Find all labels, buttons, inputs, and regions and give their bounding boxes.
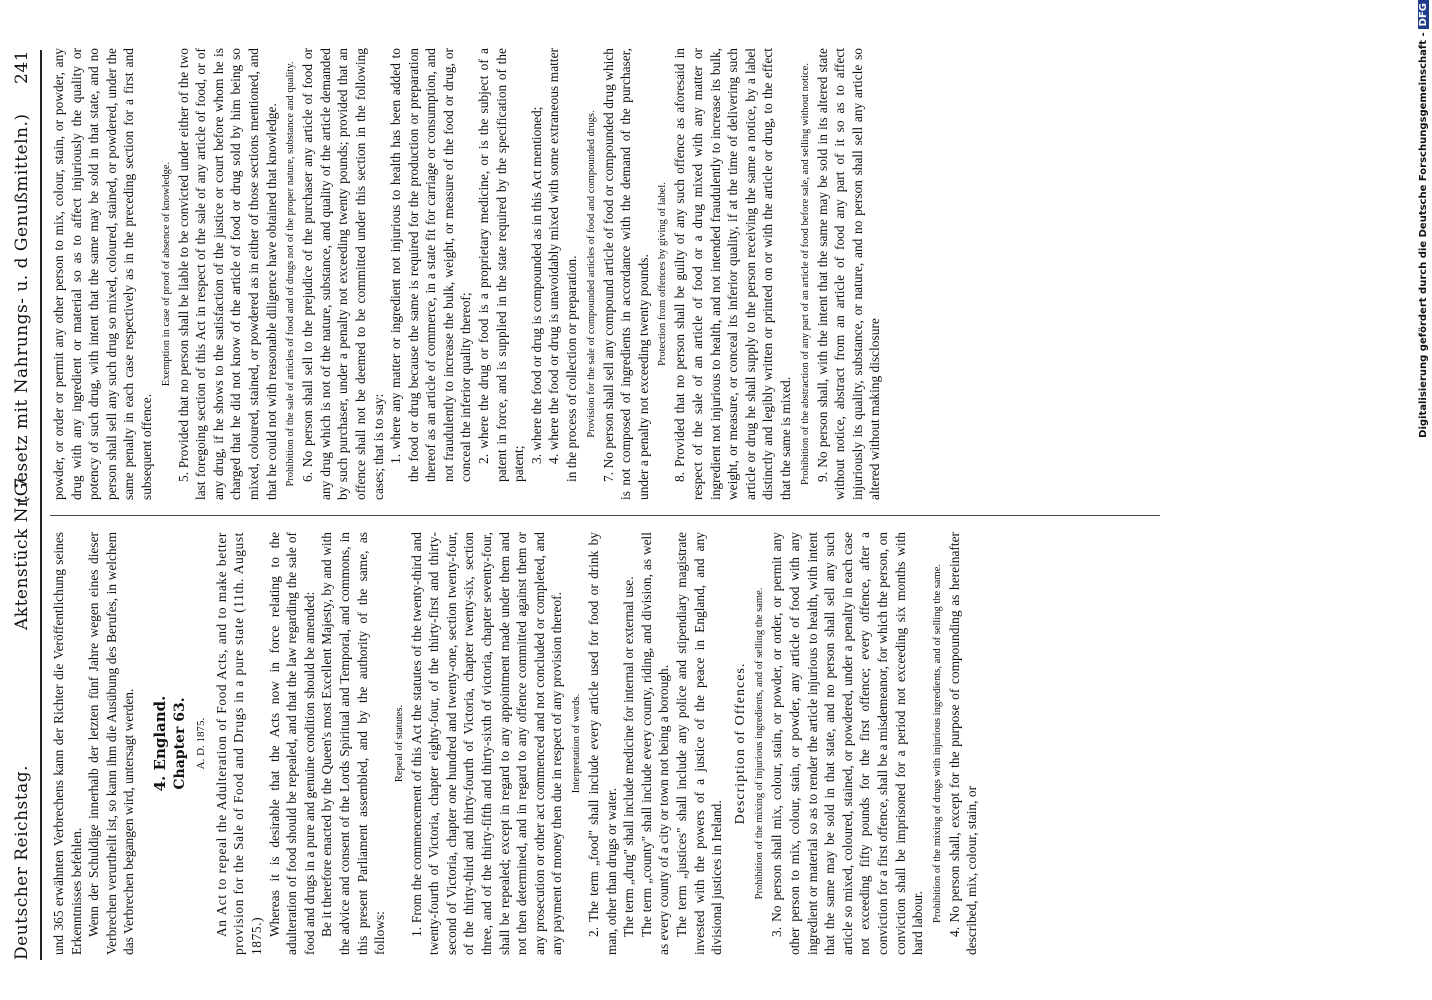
dfg-logo-icon: DFG bbox=[1418, 0, 1429, 29]
margin-note: Interpretation of words. bbox=[571, 693, 583, 794]
margin-note: Provision for the sale of compounded articles of food and compounded drugs. bbox=[585, 110, 597, 438]
header-center: Aktenstück Nr. 7. bbox=[12, 471, 32, 630]
left-column bbox=[50, 532, 1170, 955]
header-left: Deutscher Reichstag. bbox=[12, 765, 32, 960]
margin-note: Prohibition of the sale of articles of food and of drugs not of the proper nature, substance and quality. bbox=[285, 61, 297, 487]
act-date: A. D. 1875. bbox=[195, 717, 208, 770]
section-4-continuation: powder, or order or permit any other person to mix, colour, stain, or powder, any drug with any ingredient or material so as to affect injuriously the quality or potency of such drug, with intent that the same may be sold in that state, and no person shall sell any such drug so mixed, coloured, stained, or powdered, under the same penalty in each case respectively as in the preceding section for a first and subsequent offence. bbox=[51, 48, 154, 500]
preamble-paragraph: Be it therefore enacted by the Queen's most Excellent Majesty, by and with the advice and consent of the Lords Spiritual and Temporal, and commons, in this present Parliament assembled, and by the authority of the same, as follows: bbox=[319, 532, 388, 955]
chapter-heading: Chapter 63. bbox=[171, 697, 188, 790]
section-6-item: 1. where any matter or ingredient not injurious to health has been added to the food or drug because the same is required for the production or preparation thereof as an article of commerce, in a state fit for carriage or consumption, and not fraudulently to increase the bulk, weight, or measure of the food or drug, or conceal the inferior quality thereof; bbox=[388, 48, 474, 482]
offences-heading: Description of Offences. bbox=[732, 662, 748, 825]
act-title: An Act to repeal the Adulteration of Food Acts, and to make better provision for the Sale of Food and Drugs in a pure state (11th. August 1875.) bbox=[213, 532, 264, 955]
column-divider bbox=[50, 515, 1160, 516]
section-3: 3. No person shall mix, colour, stain, or powder, or order, or permit any other person to mix, colour, stain, or powder, any article of food with any ingredient or material so as to render the article injurious to health, with intent that the same may be sold in that state, and no person shall sell any such article so mixed, coloured, stained, or powdered, under a penalty in each case not exceeding fifty pounds for the first offence; every offence, after a conviction for a first offence, shall be a misdemeanor, for which the person, on conviction shall be imprisoned for a period not exceeding six months with hard labour. bbox=[769, 532, 926, 955]
margin-note: Exemption in case of proof of absence of knowledge. bbox=[160, 161, 172, 387]
german-paragraph: und 365 erwähnten Verbrechens kann der Richter die Veröffentlichung seines Erkenntnisses befehlen. bbox=[51, 532, 84, 955]
section-4: 4. No person shall, except for the purpose of compounding as hereinafter described, mix, colour, stain, or bbox=[946, 532, 980, 955]
stamp-text: Digitalisierung gefördert durch die Deutsche Forschungsgemeinschaft - bbox=[1418, 32, 1429, 438]
margin-note: Protection from offences by giving of label. bbox=[657, 182, 669, 366]
margin-note: Prohibition of the abstraction of any part of an article of food before sale, and selling without notice. bbox=[799, 63, 811, 485]
margin-note: Prohibition of the mixing of injurious ingredients, and of selling the same. bbox=[754, 587, 766, 900]
section-2-county: The term „county" shall include every county, riding, and division, as well as every county of a city or town not being a borough. bbox=[638, 532, 672, 955]
section-2-justices: The term „justices" shall include any police and stipendiary magistrate invested with the powers of a justice of the peace in England, and any divisional justices in Ireland. bbox=[674, 532, 725, 955]
header-right bbox=[12, 50, 32, 503]
section-7: 7. No person shall sell any compound article of food or compounded drug which is not composed of ingredients in accordance with the demand of the purchaser, under a penalty not exceeding twenty pounds. bbox=[600, 48, 651, 500]
section-6-item: 2. where the drug or food is a proprietary medicine, or is the subject of a patent in force, and is supplied in the state required by the specification of the patent; bbox=[476, 48, 527, 482]
section-1: 1. From the commencement of this Act the statutes of the twenty-third and twenty-fourth of Victoria, chapter eighty-four, of the thirty-first and thirty-second of Victoria, chapter one hundred and twenty-one, section twenty-four, of the thirty-third and thirty-fourth of Victoria, chapter twenty-six, section three, and of the thirty-fifth and thirty-sixth of victoria, chapter seventy-four, shall be repealed; except in regard to any appointment made under them and not then determined, and in regard to any offence committed against them or any prosecution or other act commenced and not concluded or completed, and any payment of money then due in respect of any provision thereof. bbox=[408, 532, 565, 955]
right-column bbox=[50, 48, 1170, 500]
page-number: 241 bbox=[12, 50, 32, 84]
german-paragraph: Wenn der Schuldige innerhalb der letzten fünf Jahre wegen eines dieser Verbrechen verurtheilt ist, so kann ihm die Ausübung des Berufes, in welchem das Verbrechen begangen wird, untersagt werden. bbox=[86, 532, 137, 955]
preamble-paragraph: Whereas it is desirable that the Acts now in force relating to the adulteration of food should be repealed, and that the law regarding the sale of food and drugs in a pure and genuine condition should be amended: bbox=[266, 532, 317, 955]
section-6-item: 3. where the food or drug is compounded as in this Act mentioned; bbox=[528, 106, 544, 464]
section-6: 6. No person shall sell to the prejudice of the purchaser any article of food or any drug which is not of the nature, substance, and quality of the article demanded by such purchaser, under a penalty not exceeding twenty pounds; provided that an offence shall not be deemed to be committed under this section in the following cases; that is to say: bbox=[300, 48, 386, 500]
section-9: 9. No person shall, with the intent that the same may be sold in its altered state without notice, abstract from an article of food any part of it so as to affect injuriously its quality, substance, or nature, and no person shall sell any article so altered without making disclosure bbox=[814, 48, 883, 500]
section-title: 4. England. bbox=[150, 695, 169, 792]
section-2-drug: The term „drug" shall include medicine for internal or external use. bbox=[621, 576, 637, 937]
section-2: 2. The term „food" shall include every article used for food or drink by man, other than drugs or water. bbox=[586, 532, 619, 955]
page-header bbox=[6, 50, 42, 960]
section-5: 5. Provided that no person shall be liable to be convicted under either of the two last foregoing section of this Act in respect of the sale of any article of food, or of any drug, if he shows to the satisfaction of the justice or court before whom he is charged that he did not know of the article of food or drug sold by him being so mixed, coloured, stained, or powdered as in either of those sections mentioned, and that he could not with reasonable diligence have obtained that knowledge. bbox=[175, 48, 279, 500]
margin-note: Repeal of statutes. bbox=[393, 704, 405, 783]
section-6-item: 4. where the food or drug is unavoidably mixed with some extraneous matter in the process of collection or preparation. bbox=[546, 48, 580, 482]
section-8: 8. Provided that no person shall be guilty of any such offence as aforesaid in respect of the sale of an article of food or a drug mixed with any matter or ingredient not injurious to health, and not intended fraudulently to increase its bulk, weight, or measure, or conceal its inferior quality, if at the time of delivering such article or drug he shall supply to the person receiving the same a notice, by a label distinctly and legibly written or printed on or with the article or drug, to the effect that the same is mixed. bbox=[672, 48, 793, 500]
digitization-stamp bbox=[1418, 0, 1430, 1000]
margin-note: Prohibition of the mixing of drugs with injurious ingredients, and of selling the same. bbox=[931, 564, 943, 923]
header-right-title: (Gesetz mit Nahrungs- u. d Genußmitteln.) bbox=[12, 113, 32, 504]
